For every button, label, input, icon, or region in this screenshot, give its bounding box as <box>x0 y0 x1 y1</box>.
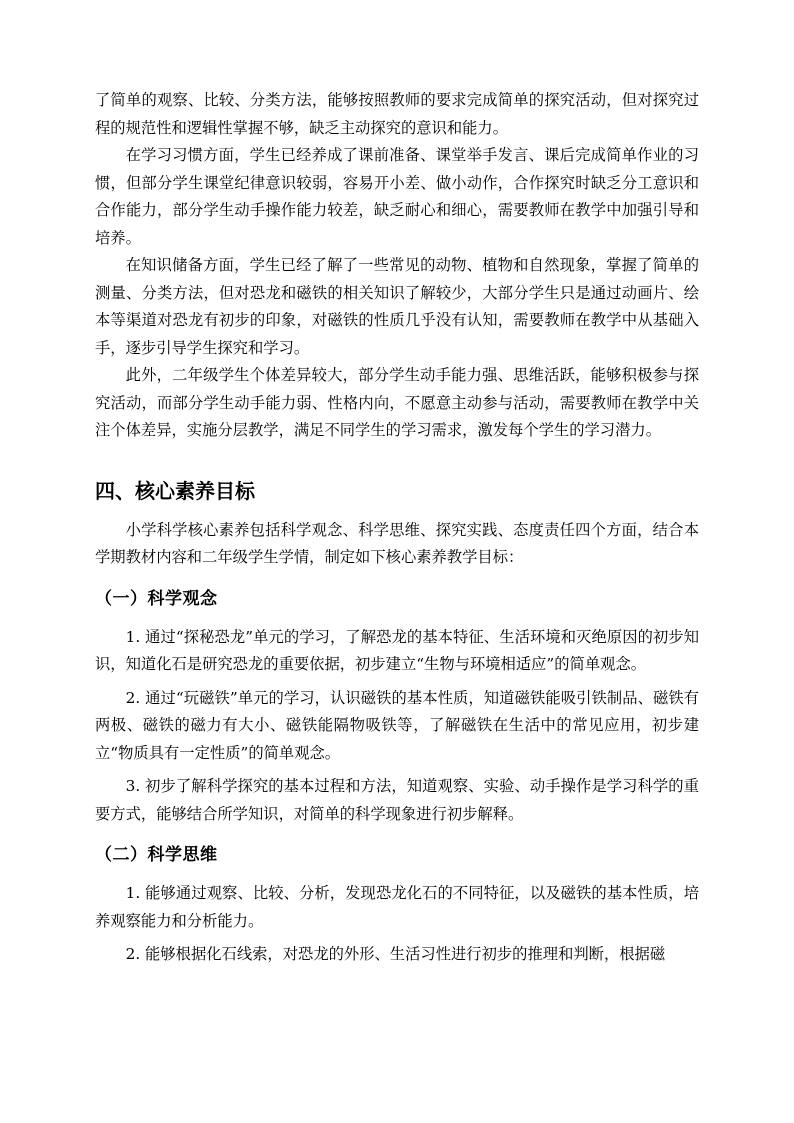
list-item: 2. 通过“玩磁铁”单元的学习，认识磁铁的基本性质，知道磁铁能吸引铁制品、磁铁有两极、磁铁的磁力有大小、磁铁能隔物吸铁等，了解磁铁在生活中的常见应用，初步建立“物质具有一定性质”的简单观念。 <box>95 688 699 762</box>
list-item: 1. 能够通过观察、比较、分析，发现恐龙化石的不同特征，以及磁铁的基本性质，培养观察能力和分析能力。 <box>95 884 699 930</box>
section-intro-paragraph: 小学科学核心素养包括科学观念、科学思维、探究实践、态度责任四个方面，结合本学期教材内容和二年级学生学情，制定如下核心素养教学目标： <box>95 520 699 566</box>
section-heading-core-literacy: 四、核心素养目标 <box>95 478 255 503</box>
page-content <box>95 87 699 969</box>
paragraph-study-habits: 在学习习惯方面，学生已经养成了课前准备、课堂举手发言、课后完成简单作业的习惯，但部分学生课堂纪律意识较弱，容易开小差、做小动作，合作探究时缺乏分工意识和合作能力，部分学生动手操作能力较差，缺乏耐心和细心，需要教师在教学中加强引导和培养。 <box>95 146 699 247</box>
paragraph-individual-differences: 此外，二年级学生个体差异较大，部分学生动手能力强、思维活跃，能够积极参与探究活动，而部分学生动手能力弱、性格内向，不愿意主动参与活动，需要教师在教学中关注个体差异，实施分层教学，满足不同学生的学习需求，激发每个学生的学习潜力。 <box>95 366 699 439</box>
subheading-science-thinking: （二）科学思维 <box>95 845 218 865</box>
subheading-science-concepts: （一）科学观念 <box>95 588 218 609</box>
list-item: 3. 初步了解科学探究的基本过程和方法，知道观察、实验、动手操作是学习科学的重要方式，能够结合所学知识，对简单的科学现象进行初步解释。 <box>95 777 699 823</box>
paragraph-knowledge-base: 在知识储备方面，学生已经了解了一些常见的动物、植物和自然现象，掌握了简单的测量、分类方法，但对恐龙和磁铁的相关知识了解较少，大部分学生只是通过动画片、绘本等渠道对恐龙有初步的印象，对磁铁的性质几乎没有认知，需要教师在教学中从基础入手，逐步引导学生探究和学习。 <box>95 256 699 357</box>
list-item: 1. 通过“探秘恐龙”单元的学习，了解恐龙的基本特征、生活环境和灭绝原因的初步知识，知道化石是研究恐龙的重要依据，初步建立“生物与环境相适应”的简单观念。 <box>95 627 699 673</box>
list-item: 2. 能够根据化石线索，对恐龙的外形、生活习性进行初步的推理和判断，根据磁 <box>125 945 666 963</box>
paragraph-continued: 了简单的观察、比较、分类方法，能够按照教师的要求完成简单的探究活动，但对探究过程的规范性和逻辑性掌握不够，缺乏主动探究的意识和能力。 <box>95 91 699 137</box>
